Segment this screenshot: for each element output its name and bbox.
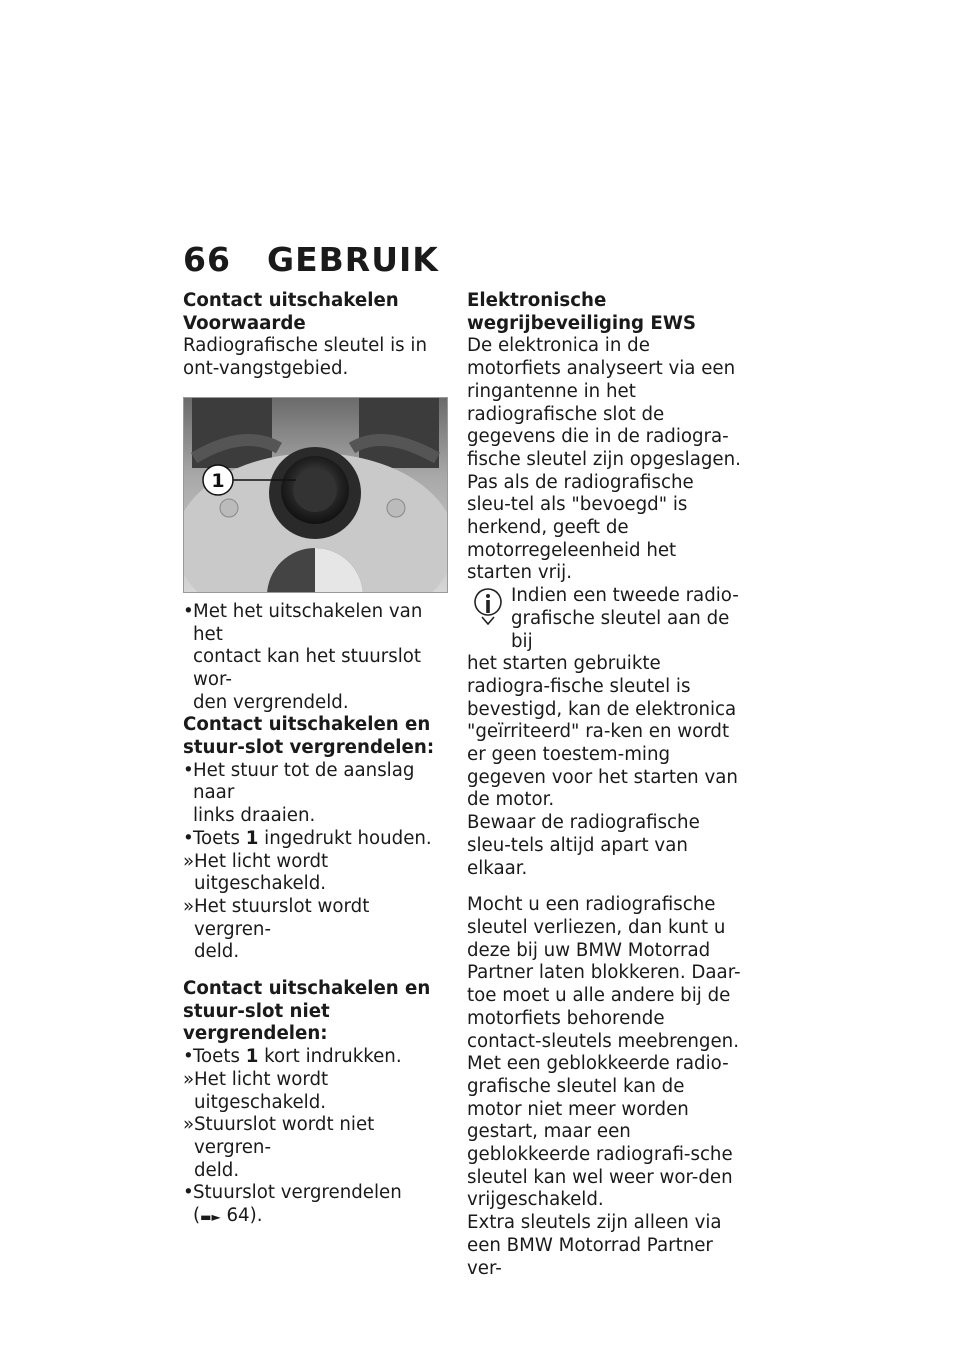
key-reference: 1	[245, 827, 259, 849]
bullet-item: • Stuurslot vergrendelen	[183, 1182, 402, 1204]
page-number: 66	[183, 240, 231, 279]
figure-callout-1: 1	[211, 469, 225, 492]
result-item: » Het licht wordt uitgeschakeld.	[183, 1068, 329, 1113]
bullet-continuation: links draaien.	[193, 805, 316, 827]
heading-stuurslot-niet-vergrendelen: Contact uitschakelen en stuur-slot niet vergrendelen:	[183, 978, 431, 1045]
condition-text: Radiografische sleutel is in ont-vangstgebied.	[183, 335, 427, 380]
bullet-continuation: (▬► 64).	[193, 1205, 263, 1227]
note-text: het starten gebruikte radiogra-fische sleutel is bevestigd, kan de elektronica "geïrriteerd" ra-ken en wordt er geen toestem-ming gegeven voor het starten van de motor.	[467, 653, 738, 811]
right-column	[467, 290, 742, 1280]
bullet-continuation: contact kan het stuurslot wor-	[193, 646, 422, 690]
left-column	[183, 290, 449, 1229]
blocked-key-text: Met een geblokkeerde radio-grafische sleutel kan de motor niet meer worden gestart, maar een geblokkeerde radiografi-sche sleutel kan wel weer wor-den vrijgeschakeld.	[467, 1053, 733, 1211]
bullet-icon: •	[183, 827, 194, 849]
heading-voorwaarde: Voorwaarde	[183, 312, 306, 334]
bullet-icon: •	[183, 1182, 194, 1204]
page-reference-arrow-icon: ▬►	[200, 1210, 221, 1225]
lost-key-text: Mocht u een radiografische sleutel verliezen, dan kunt u deze bij uw BMW Motorrad Partner laten blokkeren. Daar-toe moet u alle andere bij de motorfiets behorende contact-sleutels meebrengen.	[467, 894, 741, 1052]
bullet-icon: •	[183, 759, 194, 781]
result-item: » Stuurslot wordt niet vergren-	[183, 1114, 375, 1158]
page-reference-link[interactable]: 64	[226, 1205, 250, 1227]
extra-keys-text: Extra sleutels zijn alleen via een BMW Motorrad Partner ver-	[467, 1212, 722, 1279]
ignition-photo	[184, 398, 447, 592]
ignition-switch-figure	[183, 397, 448, 593]
note-line: grafische sleutel aan de bij	[511, 607, 730, 652]
heading-ews: wegrijbeveiliging EWS	[467, 312, 696, 334]
result-item: » Het licht wordt uitgeschakeld.	[183, 850, 329, 895]
key-reference: 1	[245, 1046, 259, 1068]
bullet-continuation: den vergrendeld.	[193, 691, 349, 713]
result-chevron-icon: »	[183, 850, 195, 872]
result-chevron-icon: »	[183, 1114, 195, 1136]
ews-description: De elektronica in de motorfiets analyseert via een ringantenne in het radiografische slot de gegevens die in de radiogra-fische sleutel zijn opgeslagen. Pas als de radiografische sleu-tel als "bevoegd" is herkend, geeft de motorregeleenheid het starten vrij.	[467, 335, 741, 584]
result-item: » Het stuurslot wordt vergren-	[183, 895, 370, 940]
bullet-item: • Het stuur tot de aanslag naar	[183, 759, 415, 804]
heading-elektronische: Elektronische	[467, 290, 607, 311]
heading-stuurslot-vergrendelen: Contact uitschakelen en stuur-slot vergrendelen:	[183, 714, 435, 759]
keep-apart-text: Bewaar de radiografische sleu-tels altijd apart van elkaar.	[467, 812, 700, 879]
result-chevron-icon: »	[183, 895, 195, 917]
info-icon	[473, 587, 503, 632]
bullet-text: Met het uitschakelen van het	[193, 600, 423, 645]
heading-contact-uitschakelen: Contact uitschakelen	[183, 290, 399, 311]
bullet-item: • Toets 1 ingedrukt houden.	[183, 827, 432, 849]
result-chevron-icon: »	[183, 1068, 195, 1090]
bullet-item: • Toets 1 kort indrukken.	[183, 1046, 402, 1068]
result-continuation: deld.	[194, 1159, 240, 1181]
bullet-icon: •	[183, 1046, 194, 1068]
section-title: GEBRUIK	[267, 240, 439, 279]
info-note	[467, 585, 742, 812]
note-line: Indien een tweede radio-	[511, 585, 739, 607]
result-continuation: deld.	[194, 941, 240, 963]
bullet-item	[183, 601, 449, 646]
page-header	[183, 240, 439, 279]
bullet-icon: •	[183, 600, 194, 622]
